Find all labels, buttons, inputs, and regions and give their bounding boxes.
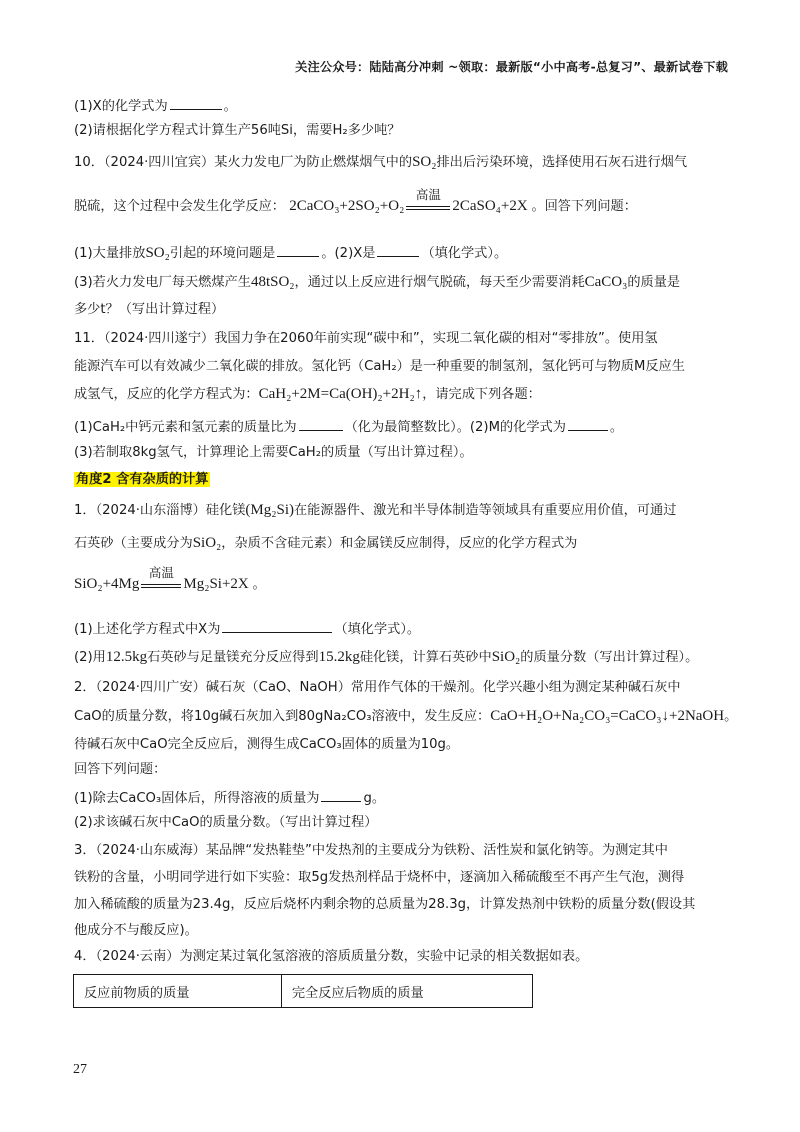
- answer-blank: [222, 618, 332, 633]
- q10-equation: 2CaCO₃+2SO₂+O₂ 高温 2CaSO₄+2X: [289, 187, 528, 214]
- answer-blank: [170, 95, 222, 110]
- q11-line2: 能源汽车可以有效减少二氧化碳的排放。氢化钙（CaH₂）是一种重要的制氢剂，氢化钙可与物质M反应生: [74, 359, 685, 374]
- table-header-cell: 反应前物质的质量: [74, 975, 282, 1008]
- p3-line3: 加入稀硫酸的质量为23.4g，反应后烧杯内剩余物的总质量为28.3g，计算发热剂中铁粉的质量分数(假设其: [74, 897, 696, 912]
- table-header-cell: 完全反应后物质的质量: [281, 975, 532, 1008]
- page-number: 27: [73, 1062, 87, 1077]
- p3-line4: 他成分不与酸反应)。: [74, 923, 198, 938]
- answer-blank: [321, 787, 361, 802]
- p2-line5: (1)除去CaCO₃固体后，所得溶液的质量为 g。: [74, 787, 385, 809]
- q11-line1: 11．（2024·四川遂宁）我国力争在2060年前实现“碳中和”，实现二氧化碳的相对“零排放”。使用氢: [74, 331, 658, 346]
- p1-line5: (2)用12.5kg石英砂与足量镁充分反应得到15.2kg硅化镁，计算石英砂中SiO₂的质量分数（写出计算过程）。: [74, 649, 699, 665]
- reaction-condition: 高温: [141, 577, 181, 588]
- answer-blank: [299, 416, 343, 431]
- q11-equation: CaH₂+2M=Ca(OH)₂+2H₂↑: [258, 386, 423, 402]
- q11-line5: (3)若制取8kg氢气，计算理论上需要CaH₂的质量（写出计算过程）。: [74, 445, 473, 460]
- p3-line2: 铁粉的含量，小明同学进行如下实验：取5g发热剂样品于烧杯中，逐滴加入稀硫酸至不再产生气泡，测得: [74, 870, 685, 885]
- p1-line2: 石英砂（主要成分为SiO₂，杂质不含硅元素）和金属镁反应制得，反应的化学方程式为: [74, 535, 578, 551]
- q10-line3: (1)大量排放SO₂引起的环境问题是 。(2)X是 （填化学式）。: [74, 242, 507, 264]
- p3-line1: 3．（2024·山东威海）某品牌“发热鞋垫”中发热剂的主要成分为铁粉、活性炭和氯化钠等。为测定其中: [74, 843, 668, 858]
- p1-equation-line: SiO₂+4Mg 高温 Mg₂Si+2X 。: [74, 565, 266, 592]
- p4-line1: 4．（2024·云南）为测定某过氧化氢溶液的溶质质量分数，实验中记录的相关数据如表。: [74, 949, 589, 964]
- p2-line2: CaO的质量分数，将10g碱石灰加入到80gNa₂CO₃溶液中，发生反应：CaO+H₂O+Na₂CO₃=CaCO₃↓+2NaOH。: [74, 708, 738, 724]
- q10-line4: (3)若火力发电厂每天燃煤产生48tSO₂，通过以上反应进行烟气脱硫，每天至少需要消耗CaCO₃的质量是: [74, 274, 681, 290]
- p2-line3: 待碱石灰中CaO完全反应后，测得生成CaCO₃固体的质量为10g。: [74, 737, 460, 752]
- p2-line1: 2．（2024·四川广安）碱石灰（CaO、NaOH）常用作气体的干燥剂。化学兴趣小组为测定某种碱石灰中: [74, 680, 681, 695]
- q10-line2: 脱硫，这个过程中会发生化学反应： 2CaCO₃+2SO₂+O₂ 高温 2CaSO₄+2X 。回答下列问题：: [74, 187, 637, 214]
- p2-line6: (2)求该碱石灰中CaO的质量分数。（写出计算过程）: [74, 815, 378, 830]
- q9-part1: (1)X的化学式为 。: [74, 95, 237, 117]
- answer-blank: [377, 242, 419, 257]
- q11-line3: 成氢气，反应的化学方程式为：CaH₂+2M=Ca(OH)₂+2H₂↑，请完成下列各题：: [74, 386, 541, 402]
- table-header-row: [74, 975, 533, 1008]
- q10-line5: 多少t？（写出计算过程）: [74, 302, 225, 317]
- q9-part2: (2)请根据化学方程式计算生产56吨Si，需要H₂多少吨？: [74, 123, 401, 138]
- data-table: [73, 974, 533, 1008]
- p1-line4: (1)上述化学方程式中X为 （填化学式）。: [74, 618, 420, 640]
- answer-blank: [568, 416, 608, 431]
- section-heading: 角度2 含有杂质的计算: [76, 472, 209, 487]
- p1-equation: SiO₂+4Mg 高温 Mg₂Si+2X: [74, 565, 249, 592]
- q10-line1: 10．（2024·四川宜宾）某火力发电厂为防止燃煤烟气中的SO₂排出后污染环境，选择使用石灰石进行烟气: [74, 154, 688, 170]
- p2-line4: 回答下列问题：: [74, 762, 167, 777]
- page-header: 关注公众号：陆陆高分冲刺 ~领取：最新版“小中高考-总复习”、最新试卷下载: [295, 60, 728, 74]
- q11-line4: (1)CaH₂中钙元素和氢元素的质量比为 （化为最简整数比）。(2)M的化学式为 。: [74, 416, 623, 438]
- p2-equation: CaO+H₂O+Na₂CO₃=CaCO₃↓+2NaOH: [490, 708, 725, 724]
- answer-blank: [277, 242, 319, 257]
- reaction-condition: 高温: [406, 199, 450, 210]
- p1-line1: 1．（2024·山东淄博）硅化镁(Mg₂Si)在能源器件、激光和半导体制造等领域具有重要应用价值，可通过: [74, 502, 677, 518]
